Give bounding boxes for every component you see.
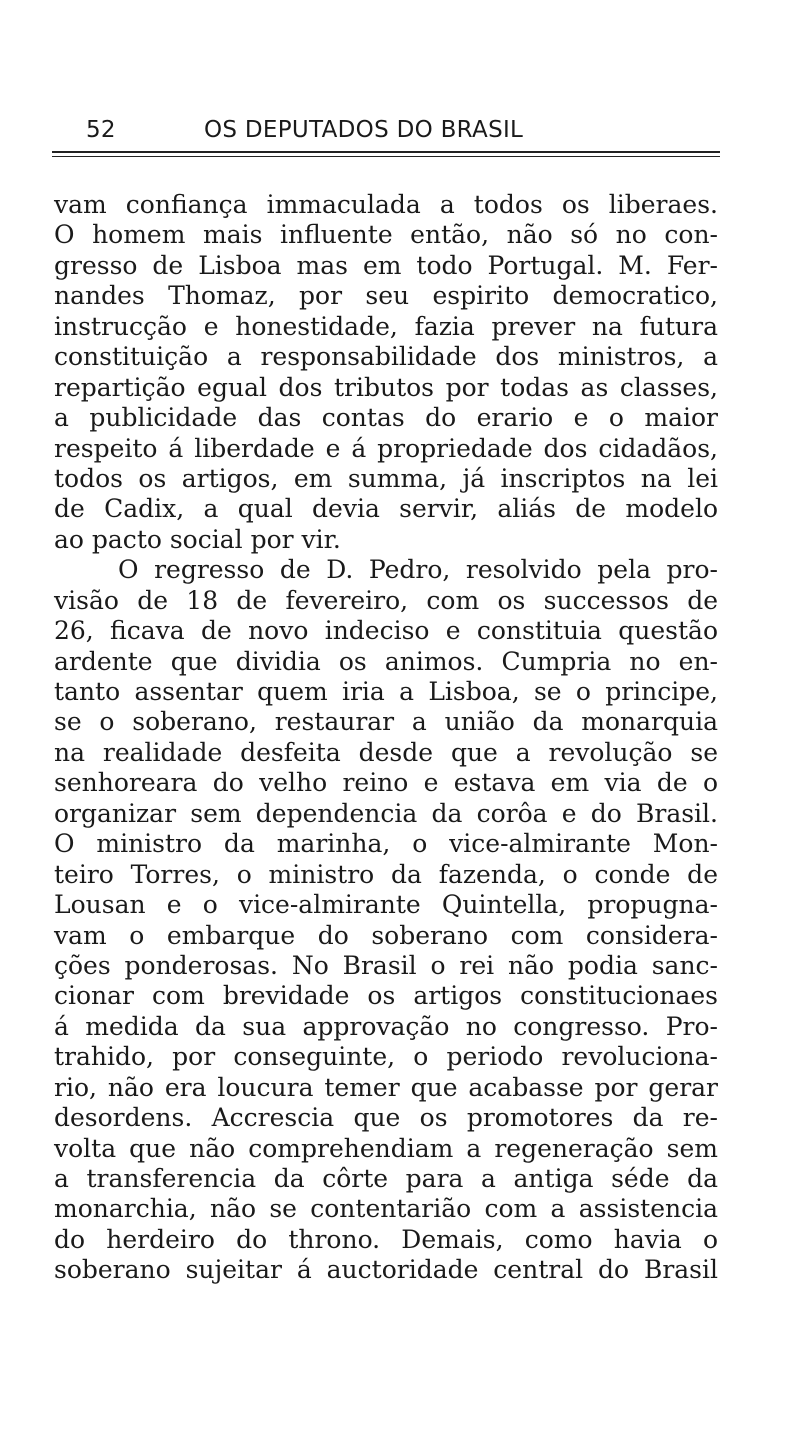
text-line: 26, ficava de novo indeciso e constituia questão xyxy=(54,616,718,646)
text-line: ao pacto social por vir. xyxy=(54,524,341,554)
text-line: visão de 18 de fevereiro, com os successos de xyxy=(54,585,718,615)
text-line: na realidade desfeita desde que a revolução se xyxy=(54,737,718,767)
text-line: teiro Torres, o ministro da fazenda, o conde de xyxy=(54,859,718,889)
text-line: a publicidade das contas do erario e o maior xyxy=(54,403,718,433)
text-line: Lousan e o vice-almirante Quintella, propugna- xyxy=(54,890,718,920)
text-line: monarchia, não se contentarião com a assistencia xyxy=(54,1194,718,1224)
page-number: 52 xyxy=(86,117,116,143)
text-line: tanto assentar quem iria a Lisboa, se o principe, xyxy=(54,677,718,706)
header-rule-bottom xyxy=(52,156,720,157)
text-line: desordens. Accrescia que os promotores da re- xyxy=(54,1103,718,1133)
text-line: trahido, por conseguinte, o periodo revoluciona- xyxy=(54,1042,718,1072)
running-head: OS DEPUTADOS DO BRASIL xyxy=(204,117,524,143)
text-line: ções ponderosas. No Brasil o rei não podia sanc- xyxy=(54,950,718,980)
text-line: respeito á liberdade e á propriedade dos cidadãos, xyxy=(54,433,718,463)
text-line: rio, não era loucura temer que acabasse por gerar xyxy=(54,1072,718,1102)
text-line: soberano sujeitar á auctoridade central do Brasil xyxy=(54,1255,718,1285)
text-line: a transferencia da côrte para a antiga séde da xyxy=(54,1164,718,1193)
text-line: de Cadix, a qual devia servir, aliás de modelo xyxy=(54,494,718,524)
text-line: senhoreara do velho reino e estava em via de o xyxy=(54,768,718,798)
body-text xyxy=(54,190,718,1286)
text-line: vam confiança immaculada a todos os liberaes. xyxy=(54,190,718,219)
text-line: se o soberano, restaurar a união da monarquia xyxy=(54,707,718,737)
text-line: O homem mais influente então, não só no con- xyxy=(54,220,718,250)
text-line: O regresso de D. Pedro, resolvido pela pro- xyxy=(118,555,718,585)
text-line: organizar sem dependencia da corôa e do Brasil. xyxy=(54,798,718,828)
text-line: O ministro da marinha, o vice-almirante Mon- xyxy=(54,829,718,859)
text-line: do herdeiro do throno. Demais, como havia o xyxy=(54,1224,718,1254)
text-line: volta que não comprehendiam a regeneração sem xyxy=(54,1133,718,1163)
header-rule-top xyxy=(52,151,720,153)
text-line: cionar com brevidade os artigos constitucionaes xyxy=(54,981,718,1011)
text-line: gresso de Lisboa mas em todo Portugal. M. Fer- xyxy=(54,250,718,280)
text-line: instrucção e honestidade, fazia prever na futura xyxy=(54,311,718,341)
text-line: todos os artigos, em summa, já inscriptos na lei xyxy=(54,463,718,493)
text-line: nandes Thomaz, por seu espirito democratico, xyxy=(54,281,718,311)
text-line: ardente que dividia os animos. Cumpria no en- xyxy=(54,646,718,676)
text-line: repartição egual dos tributos por todas as classes, xyxy=(54,372,718,402)
page-header xyxy=(86,113,726,147)
text-line: vam o embarque do soberano com considera- xyxy=(54,920,718,950)
text-line: constituição a responsabilidade dos ministros, a xyxy=(54,342,718,372)
text-line: á medida da sua approvação no congresso. Pro- xyxy=(54,1011,718,1041)
